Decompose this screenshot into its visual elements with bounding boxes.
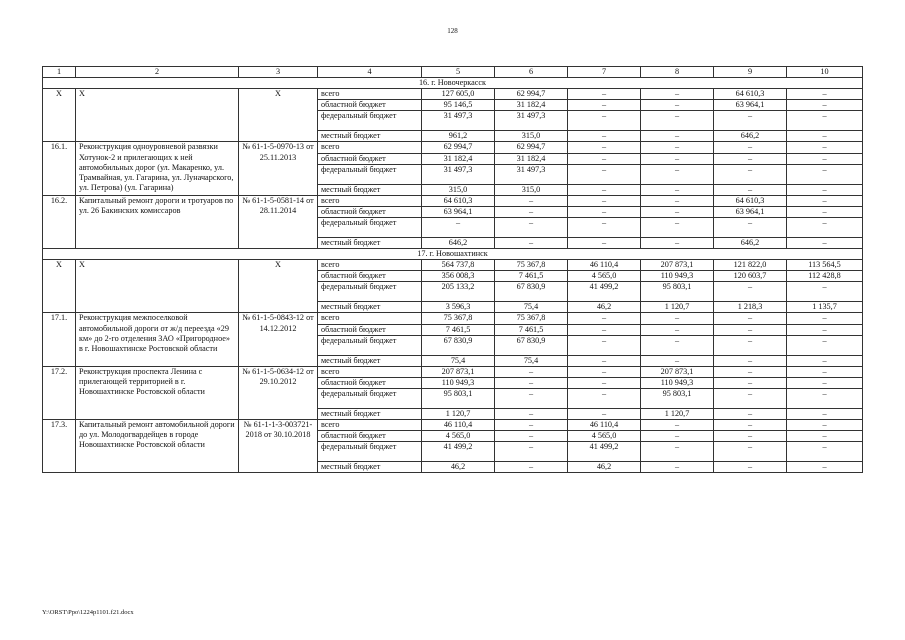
amount-cell: – xyxy=(495,388,568,408)
amount-cell: – xyxy=(568,195,641,206)
amount-cell: – xyxy=(641,89,714,100)
amount-cell: – xyxy=(787,164,863,184)
amount-cell: – xyxy=(714,164,787,184)
amount-cell: 4 565,0 xyxy=(568,271,641,282)
amount-cell: – xyxy=(714,324,787,335)
amount-cell: – xyxy=(568,366,641,377)
funding-source: федеральный бюджет xyxy=(318,217,422,237)
amount-cell: – xyxy=(568,164,641,184)
amount-cell: – xyxy=(641,184,714,195)
funding-source: местный бюджет xyxy=(318,184,422,195)
table-body xyxy=(43,67,863,473)
amount-cell: – xyxy=(641,419,714,430)
registration-number: № 61-1-5-0970-13 от 25.11.2013 xyxy=(239,142,318,195)
amount-cell: 3 596,3 xyxy=(422,302,495,313)
amount-cell: 207 873,1 xyxy=(422,366,495,377)
amount-cell: 31 497,3 xyxy=(422,164,495,184)
column-number-row xyxy=(43,67,863,78)
object-name: Реконструкция одноуровневой развязки Хотунок-2 и прилегающих к ней автомобильных дорог (ул. Макаренко, ул. Трамвайная, ул. Гагарина, ул. Луначарского, ул. Петрова) (ул. Гагарина) xyxy=(76,142,239,195)
file-path-footer: Y:\ORST\Ppo\1224p1101.f21.docx xyxy=(42,609,134,616)
object-name: Капитальный ремонт дороги и тротуаров по ул. 26 Бакинских комиссаров xyxy=(76,195,239,248)
amount-cell: 31 497,3 xyxy=(495,111,568,131)
amount-cell: 75 367,8 xyxy=(495,313,568,324)
object-name: Х xyxy=(76,260,239,313)
amount-cell: – xyxy=(714,217,787,237)
amount-cell: – xyxy=(714,335,787,355)
amount-cell: 110 949,3 xyxy=(422,377,495,388)
amount-cell: 75 367,8 xyxy=(422,313,495,324)
amount-cell: 46,2 xyxy=(422,462,495,473)
funding-source: областной бюджет xyxy=(318,153,422,164)
amount-cell: – xyxy=(641,206,714,217)
amount-cell: 205 133,2 xyxy=(422,282,495,302)
amount-cell: – xyxy=(641,442,714,462)
amount-cell: – xyxy=(787,388,863,408)
table-row xyxy=(43,89,863,100)
amount-cell: – xyxy=(714,355,787,366)
amount-cell: 356 008,3 xyxy=(422,271,495,282)
amount-cell: 64 610,3 xyxy=(714,195,787,206)
amount-cell: 46 110,4 xyxy=(422,419,495,430)
amount-cell: 1 120,7 xyxy=(641,408,714,419)
amount-cell: – xyxy=(641,153,714,164)
column-number-cell: 7 xyxy=(568,67,641,78)
budget-table xyxy=(42,66,863,473)
amount-cell: – xyxy=(568,355,641,366)
funding-source: всего xyxy=(318,195,422,206)
amount-cell: 1 135,7 xyxy=(787,302,863,313)
amount-cell: – xyxy=(714,111,787,131)
object-name: Х xyxy=(76,89,239,142)
amount-cell: – xyxy=(714,282,787,302)
amount-cell: – xyxy=(787,184,863,195)
amount-cell: 67 830,9 xyxy=(422,335,495,355)
column-number-cell: 8 xyxy=(641,67,714,78)
table-row xyxy=(43,142,863,153)
amount-cell: – xyxy=(495,442,568,462)
table-row xyxy=(43,419,863,430)
table-row xyxy=(43,366,863,377)
amount-cell: 646,2 xyxy=(714,131,787,142)
funding-source: всего xyxy=(318,142,422,153)
amount-cell: 1 120,7 xyxy=(422,408,495,419)
column-number-cell: 3 xyxy=(239,67,318,78)
funding-source: областной бюджет xyxy=(318,324,422,335)
column-number-cell: 9 xyxy=(714,67,787,78)
funding-source: местный бюджет xyxy=(318,355,422,366)
amount-cell: 63 964,1 xyxy=(422,206,495,217)
amount-cell: – xyxy=(714,377,787,388)
funding-source: местный бюджет xyxy=(318,462,422,473)
amount-cell: 75,4 xyxy=(422,355,495,366)
amount-cell: – xyxy=(495,237,568,248)
amount-cell: 121 822,0 xyxy=(714,260,787,271)
amount-cell: 7 461,5 xyxy=(495,271,568,282)
amount-cell: 64 610,3 xyxy=(714,89,787,100)
amount-cell: – xyxy=(568,217,641,237)
amount-cell: – xyxy=(714,442,787,462)
amount-cell: 46,2 xyxy=(568,302,641,313)
amount-cell: 110 949,3 xyxy=(641,271,714,282)
amount-cell: – xyxy=(495,206,568,217)
table-row xyxy=(43,313,863,324)
amount-cell: – xyxy=(495,408,568,419)
amount-cell: – xyxy=(787,217,863,237)
amount-cell: 31 182,4 xyxy=(422,153,495,164)
funding-source: всего xyxy=(318,366,422,377)
amount-cell: – xyxy=(787,100,863,111)
amount-cell: – xyxy=(568,153,641,164)
amount-cell: 110 949,3 xyxy=(641,377,714,388)
funding-source: всего xyxy=(318,89,422,100)
amount-cell: – xyxy=(787,377,863,388)
funding-source: местный бюджет xyxy=(318,302,422,313)
amount-cell: – xyxy=(568,313,641,324)
amount-cell: – xyxy=(641,142,714,153)
amount-cell: – xyxy=(714,388,787,408)
amount-cell: – xyxy=(495,419,568,430)
amount-cell: 95 146,5 xyxy=(422,100,495,111)
funding-source: местный бюджет xyxy=(318,131,422,142)
amount-cell: – xyxy=(568,100,641,111)
amount-cell: – xyxy=(714,462,787,473)
funding-source: областной бюджет xyxy=(318,271,422,282)
amount-cell: – xyxy=(422,217,495,237)
amount-cell: – xyxy=(641,111,714,131)
registration-number: № 61-1-5-0581-14 от 28.11.2014 xyxy=(239,195,318,248)
funding-source: всего xyxy=(318,419,422,430)
amount-cell: 113 564,5 xyxy=(787,260,863,271)
amount-cell: – xyxy=(495,377,568,388)
amount-cell: – xyxy=(568,89,641,100)
amount-cell: – xyxy=(787,335,863,355)
section-title: 17. г. Новошахтинск xyxy=(43,249,863,260)
object-number: 16.1. xyxy=(43,142,76,195)
amount-cell: 1 218,3 xyxy=(714,302,787,313)
amount-cell: 564 737,8 xyxy=(422,260,495,271)
section-header-row xyxy=(43,78,863,89)
table-row xyxy=(43,260,863,271)
amount-cell: 63 964,1 xyxy=(714,100,787,111)
amount-cell: – xyxy=(787,355,863,366)
amount-cell: – xyxy=(568,184,641,195)
amount-cell: – xyxy=(787,313,863,324)
page-number: 128 xyxy=(447,27,458,35)
amount-cell: 62 994,7 xyxy=(495,142,568,153)
amount-cell: – xyxy=(641,355,714,366)
amount-cell: 207 873,1 xyxy=(641,366,714,377)
funding-source: федеральный бюджет xyxy=(318,335,422,355)
amount-cell: – xyxy=(568,206,641,217)
amount-cell: – xyxy=(495,431,568,442)
amount-cell: – xyxy=(714,142,787,153)
amount-cell: – xyxy=(641,164,714,184)
funding-source: федеральный бюджет xyxy=(318,388,422,408)
funding-source: областной бюджет xyxy=(318,377,422,388)
table-row xyxy=(43,195,863,206)
amount-cell: – xyxy=(495,462,568,473)
column-number-cell: 10 xyxy=(787,67,863,78)
amount-cell: 63 964,1 xyxy=(714,206,787,217)
amount-cell: 41 499,2 xyxy=(422,442,495,462)
amount-cell: – xyxy=(787,462,863,473)
object-number: 17.1. xyxy=(43,313,76,366)
amount-cell: – xyxy=(568,142,641,153)
amount-cell: – xyxy=(568,131,641,142)
amount-cell: 315,0 xyxy=(422,184,495,195)
amount-cell: 64 610,3 xyxy=(422,195,495,206)
amount-cell: 4 565,0 xyxy=(422,431,495,442)
amount-cell: – xyxy=(714,153,787,164)
amount-cell: 112 428,8 xyxy=(787,271,863,282)
object-number: 16.2. xyxy=(43,195,76,248)
amount-cell: – xyxy=(568,111,641,131)
amount-cell: – xyxy=(787,419,863,430)
column-number-cell: 5 xyxy=(422,67,495,78)
amount-cell: – xyxy=(714,431,787,442)
amount-cell: – xyxy=(714,408,787,419)
object-number: Х xyxy=(43,89,76,142)
amount-cell: 46,2 xyxy=(568,462,641,473)
amount-cell: – xyxy=(495,217,568,237)
object-name: Реконструкция проспекта Ленина с прилегающей территорией в г. Новошахтинске Ростовской области xyxy=(76,366,239,419)
registration-number: Х xyxy=(239,89,318,142)
funding-source: областной бюджет xyxy=(318,431,422,442)
amount-cell: 127 605,0 xyxy=(422,89,495,100)
amount-cell: – xyxy=(787,142,863,153)
amount-cell: – xyxy=(641,237,714,248)
amount-cell: – xyxy=(787,131,863,142)
amount-cell: – xyxy=(568,237,641,248)
amount-cell: 315,0 xyxy=(495,184,568,195)
funding-source: областной бюджет xyxy=(318,100,422,111)
amount-cell: – xyxy=(787,408,863,419)
amount-cell: 31 497,3 xyxy=(422,111,495,131)
amount-cell: – xyxy=(714,184,787,195)
amount-cell: – xyxy=(641,131,714,142)
amount-cell: – xyxy=(714,366,787,377)
amount-cell: 67 830,9 xyxy=(495,335,568,355)
funding-source: федеральный бюджет xyxy=(318,111,422,131)
amount-cell: 67 830,9 xyxy=(495,282,568,302)
column-number-cell: 2 xyxy=(76,67,239,78)
funding-source: местный бюджет xyxy=(318,408,422,419)
column-number-cell: 4 xyxy=(318,67,422,78)
amount-cell: 961,2 xyxy=(422,131,495,142)
amount-cell: – xyxy=(787,153,863,164)
column-number-cell: 6 xyxy=(495,67,568,78)
registration-number: № 61-1-5-0843-12 от 14.12.2012 xyxy=(239,313,318,366)
amount-cell: – xyxy=(641,462,714,473)
amount-cell: – xyxy=(641,313,714,324)
amount-cell: 46 110,4 xyxy=(568,260,641,271)
amount-cell: – xyxy=(641,335,714,355)
amount-cell: – xyxy=(641,100,714,111)
amount-cell: – xyxy=(787,282,863,302)
amount-cell: 62 994,7 xyxy=(422,142,495,153)
amount-cell: – xyxy=(568,388,641,408)
object-name: Реконструкция межпоселковой автомобильной дороги от ж/д переезда «29 км» до 2-го отделения ЗАО «Пригородное» в г. Новошахтинске Ростовской области xyxy=(76,313,239,366)
amount-cell: – xyxy=(641,324,714,335)
object-number: Х xyxy=(43,260,76,313)
amount-cell: 46 110,4 xyxy=(568,419,641,430)
amount-cell: 646,2 xyxy=(422,237,495,248)
amount-cell: 62 994,7 xyxy=(495,89,568,100)
amount-cell: 7 461,5 xyxy=(495,324,568,335)
amount-cell: 41 499,2 xyxy=(568,282,641,302)
funding-source: всего xyxy=(318,260,422,271)
amount-cell: – xyxy=(714,313,787,324)
amount-cell: – xyxy=(641,431,714,442)
amount-cell: – xyxy=(495,195,568,206)
amount-cell: – xyxy=(787,237,863,248)
amount-cell: – xyxy=(714,419,787,430)
amount-cell: – xyxy=(568,408,641,419)
amount-cell: – xyxy=(568,335,641,355)
object-name: Капитальный ремонт автомобильной дороги до ул. Молодогвардейцев в городе Новошахтинске Ростовской области xyxy=(76,419,239,472)
amount-cell: – xyxy=(568,324,641,335)
section-header-row xyxy=(43,249,863,260)
funding-source: федеральный бюджет xyxy=(318,442,422,462)
amount-cell: 95 803,1 xyxy=(641,282,714,302)
amount-cell: 31 497,3 xyxy=(495,164,568,184)
amount-cell: – xyxy=(787,366,863,377)
amount-cell: – xyxy=(787,324,863,335)
amount-cell: – xyxy=(787,431,863,442)
amount-cell: 120 603,7 xyxy=(714,271,787,282)
amount-cell: – xyxy=(641,195,714,206)
amount-cell: – xyxy=(787,195,863,206)
amount-cell: 646,2 xyxy=(714,237,787,248)
amount-cell: 4 565,0 xyxy=(568,431,641,442)
amount-cell: – xyxy=(641,217,714,237)
amount-cell: 41 499,2 xyxy=(568,442,641,462)
funding-source: областной бюджет xyxy=(318,206,422,217)
column-number-cell: 1 xyxy=(43,67,76,78)
amount-cell: 75 367,8 xyxy=(495,260,568,271)
amount-cell: 75,4 xyxy=(495,302,568,313)
funding-source: федеральный бюджет xyxy=(318,164,422,184)
funding-source: федеральный бюджет xyxy=(318,282,422,302)
amount-cell: – xyxy=(787,111,863,131)
amount-cell: – xyxy=(787,206,863,217)
amount-cell: – xyxy=(787,89,863,100)
registration-number: № 61-1-5-0634-12 от 29.10.2012 xyxy=(239,366,318,419)
amount-cell: 1 120,7 xyxy=(641,302,714,313)
amount-cell: – xyxy=(568,377,641,388)
amount-cell: 7 461,5 xyxy=(422,324,495,335)
amount-cell: 207 873,1 xyxy=(641,260,714,271)
object-number: 17.2. xyxy=(43,366,76,419)
amount-cell: – xyxy=(787,442,863,462)
amount-cell: 95 803,1 xyxy=(641,388,714,408)
funding-source: всего xyxy=(318,313,422,324)
section-title: 16. г. Новочеркасск xyxy=(43,78,863,89)
amount-cell: 95 803,1 xyxy=(422,388,495,408)
amount-cell: 31 182,4 xyxy=(495,100,568,111)
amount-cell: 31 182,4 xyxy=(495,153,568,164)
funding-source: местный бюджет xyxy=(318,237,422,248)
registration-number: Х xyxy=(239,260,318,313)
object-number: 17.3. xyxy=(43,419,76,472)
amount-cell: 315,0 xyxy=(495,131,568,142)
amount-cell: 75,4 xyxy=(495,355,568,366)
registration-number: № 61-1-1-3-003721-2018 от 30.10.2018 xyxy=(239,419,318,472)
amount-cell: – xyxy=(495,366,568,377)
